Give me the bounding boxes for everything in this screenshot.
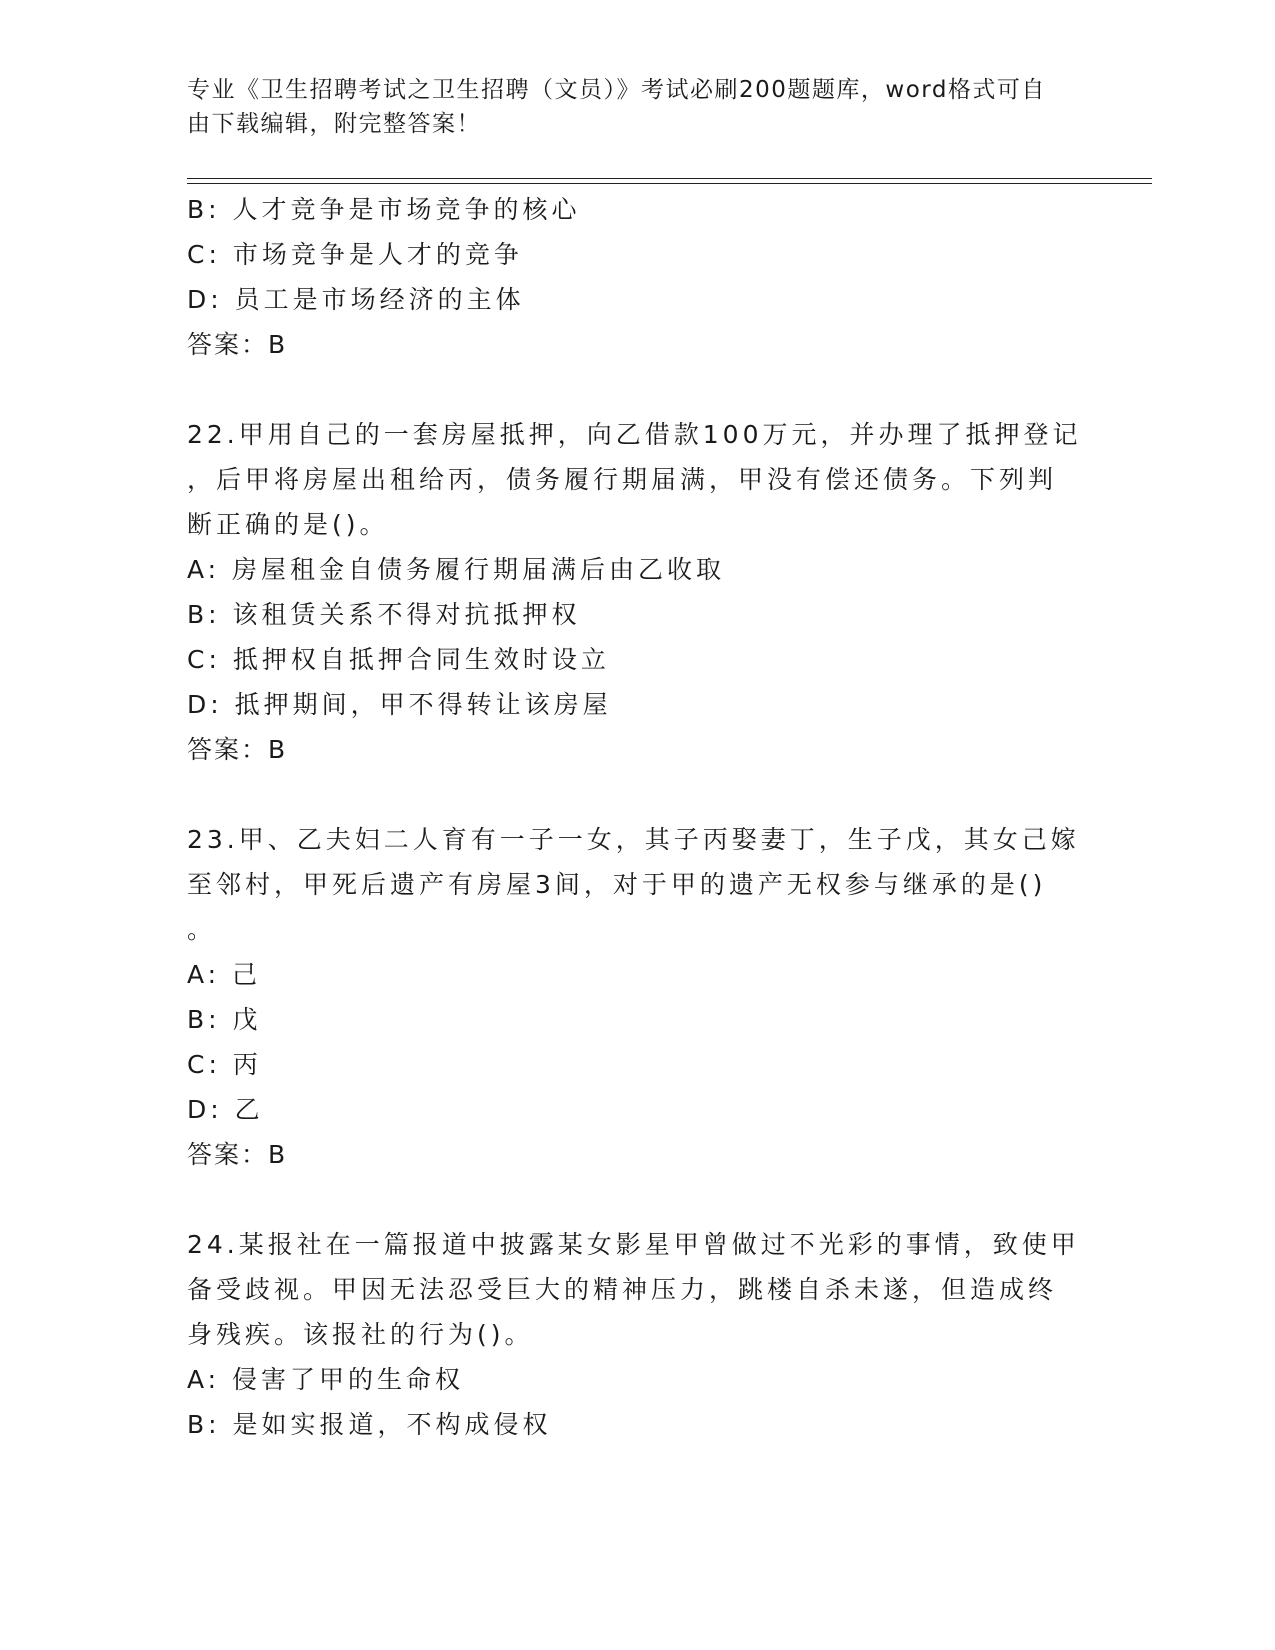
q22-stem-line-2: ，后甲将房屋出租给丙，债务履行期届满，甲没有偿还债务。下列判 (187, 465, 1058, 494)
q21-answer: 答案：B (187, 330, 288, 359)
q22-stem-line-1: 22.甲用自己的一套房屋抵押，向乙借款100万元，并办理了抵押登记 (187, 420, 1082, 449)
q21-option-c: C: 市场竞争是人才的竞争 (187, 240, 523, 269)
q23-option-d: D: 乙 (187, 1095, 264, 1124)
q22-option-b: B: 该租赁关系不得对抗抵押权 (187, 600, 581, 629)
q23-option-a: A: 己 (187, 960, 262, 989)
q22-option-a: A: 房屋租金自债务履行期届满后由乙收取 (187, 555, 726, 584)
q22-stem-line-3: 断正确的是()。 (187, 510, 389, 539)
q23-option-c: C: 丙 (187, 1050, 262, 1079)
q23-stem-line-2: 至邻村，甲死后遗产有房屋3间，对于甲的遗产无权参与继承的是() (187, 870, 1047, 899)
q22-option-c: C: 抵押权自抵押合同生效时设立 (187, 645, 610, 674)
q24-stem-line-3: 身残疾。该报社的行为()。 (187, 1320, 534, 1349)
header-rule-bottom (187, 183, 1152, 184)
q21-option-d: D: 员工是市场经济的主体 (187, 285, 525, 314)
q23-stem-line-1: 23.甲、乙夫妇二人育有一子一女，其子丙娶妻丁，生子戊，其女己嫁 (187, 825, 1080, 854)
q22-answer: 答案：B (187, 735, 288, 764)
q23-option-b: B: 戊 (187, 1005, 262, 1034)
header-line-2: 由下载编辑，附完整答案！ (187, 111, 481, 137)
q22-option-d: D: 抵押期间，甲不得转让该房屋 (187, 690, 612, 719)
q24-option-a: A: 侵害了甲的生命权 (187, 1365, 465, 1394)
q24-option-b: B: 是如实报道，不构成侵权 (187, 1410, 552, 1439)
q24-stem-line-1: 24.某报社在一篇报道中披露某女影星甲曾做过不光彩的事情，致使甲 (187, 1230, 1080, 1259)
header-rule-top (187, 178, 1152, 179)
header-line-1: 专业《卫生招聘考试之卫生招聘（文员）》考试必刷200题题库，word格式可自 (187, 77, 1046, 103)
q23-stem-line-3: 。 (187, 915, 217, 944)
q23-answer: 答案：B (187, 1140, 288, 1169)
q24-stem-line-2: 备受歧视。甲因无法忍受巨大的精神压力，跳楼自杀未遂，但造成终 (187, 1275, 1058, 1304)
document-header (187, 73, 1067, 141)
q21-option-b: B: 人才竞争是市场竞争的核心 (187, 195, 581, 224)
